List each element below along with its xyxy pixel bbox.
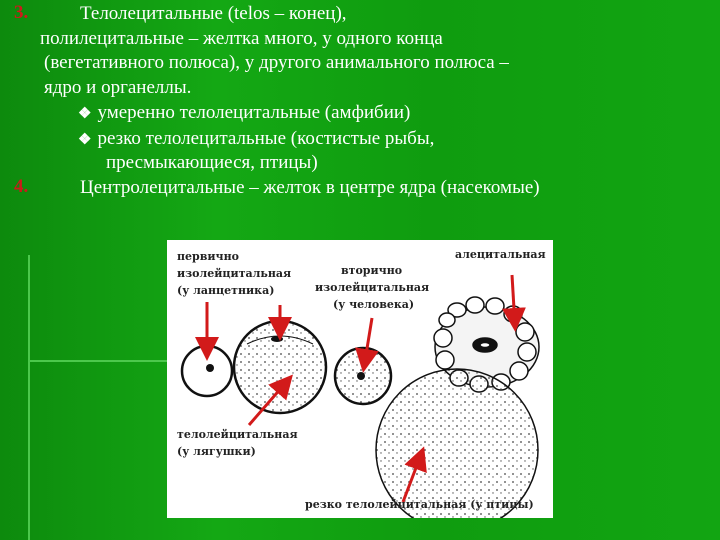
label-frog-1: телолейцитальная (177, 428, 298, 441)
bullet-icon: ❖ (78, 132, 92, 148)
item-number-4: 4. (14, 176, 29, 197)
telolecithal-bird-egg (376, 369, 538, 518)
decor-vertical-line (28, 255, 30, 540)
secondary-isolecithal-egg (335, 348, 391, 404)
bullet-text: резко телолецитальные (костистые рыбы, (97, 128, 435, 149)
label-frog-2: (у лягушки) (177, 445, 256, 458)
label-secondary-2: изолейцитальная (315, 281, 430, 294)
label-secondary-1: вторично (341, 264, 403, 277)
label-secondary-3: (у человека) (333, 298, 415, 311)
label-bird: резко телолейцитальная (у птицы) (305, 498, 534, 511)
bullet-fish-cont: пресмыкающиеся, птицы) (106, 152, 318, 173)
item-3-line-2: полилецитальные – желтка много, у одного конца (40, 28, 443, 49)
item-3-line-3: (вегетативного полюса), у другого анимального полюса – (44, 52, 509, 73)
label-primary-2: изолейцитальная (177, 267, 292, 280)
egg-types-figure (167, 240, 553, 518)
label-alecithal: алецитальная (455, 248, 546, 261)
bullet-fish (78, 127, 434, 152)
item-3-line-4: ядро и органеллы. (44, 77, 192, 98)
bullet-text: умеренно телолецитальные (амфибии) (97, 102, 411, 123)
item-4-line-1: Центролецитальные – желток в центре ядра (насекомые) (80, 177, 540, 198)
decor-horizontal-line (28, 360, 168, 362)
item-3-line-1: Телолецитальные (telos – конец), (80, 3, 347, 24)
label-primary-1: первично (177, 250, 239, 263)
bullet-amphibians (78, 101, 410, 126)
label-primary-3: (у ланцетника) (177, 284, 275, 297)
bullet-icon: ❖ (78, 106, 92, 122)
item-number-3: 3. (14, 2, 29, 23)
